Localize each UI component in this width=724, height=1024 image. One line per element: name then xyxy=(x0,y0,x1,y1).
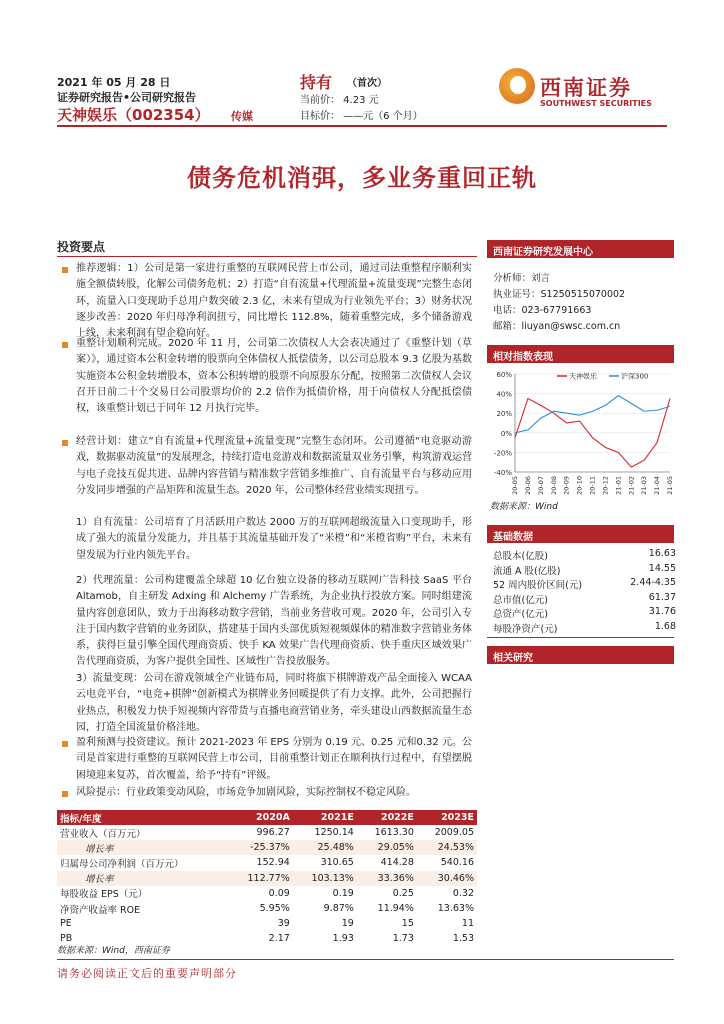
table-header-row xyxy=(57,810,477,825)
table-cell: 112.77% xyxy=(229,871,293,886)
header-divider xyxy=(57,125,667,127)
table-cell: 11 xyxy=(461,918,474,930)
table-cell: 5.95% xyxy=(259,903,290,915)
x-tick-label: 20-09 xyxy=(562,476,571,495)
report-title: 债务危机消弭，多业务重回正轨 xyxy=(187,164,537,192)
table-row xyxy=(57,886,477,901)
report-date: 2021 年 05 月 28 日 xyxy=(57,76,171,89)
financial-table xyxy=(57,810,477,947)
basic-data-label: 总资产(亿元) xyxy=(493,609,548,620)
basic-data-label: 总市值(亿元) xyxy=(493,594,548,606)
basic-data-value: 61.37 xyxy=(648,591,676,603)
relative-index-chart xyxy=(487,368,674,496)
basic-data-label: 52 周内股价区间(元) xyxy=(493,580,583,591)
paragraph-own-traffic: 1）自有流量：公司培育了月活跃用户数达 2000 万的互联网超级流量入口变现助手，形成了强大的流量分发能力，并且基于其流量基础开发了“米橙”和“米橙省购”平台，未来有望发展为行业内领先平台。 xyxy=(76,517,472,561)
table-cell: 19 xyxy=(341,918,354,930)
phone-number: 电话：023-67791663 xyxy=(493,305,592,316)
table-header: 指标/年度 xyxy=(57,810,229,825)
x-tick-label: 20-10 xyxy=(575,476,584,495)
section-title: 投资要点 xyxy=(57,240,106,254)
table-cell: 0.19 xyxy=(332,887,354,899)
table-cell: 414.28 xyxy=(380,857,414,869)
table-header: 2022E xyxy=(357,810,417,825)
table-cell: 30.46% xyxy=(417,871,477,886)
y-tick-label: 0% xyxy=(500,429,512,438)
row-label: PE xyxy=(60,918,72,930)
basic-data-value: 2.44-4.35 xyxy=(630,577,676,588)
table-cell: 1.53 xyxy=(452,933,474,945)
bullet-icon xyxy=(62,741,68,747)
table-cell: 1250.14 xyxy=(314,827,354,839)
table-cell: 15 xyxy=(401,918,414,930)
table-cell: 0.32 xyxy=(452,887,474,899)
legend-label: 天神娱乐 xyxy=(569,372,597,381)
paragraph-monetization: 3）流量变现：公司在游戏领域全产业链布局，同时将旗下棋牌游戏产品全面接入 WCAA 云电竞平台，“电竞+棋牌”创新模式为棋牌业务回暖提供了有力支撑。此外，公司把握行业热点，积极发力快手短视频内容带货与直播电商营销业务，牵头建设山西数据流量生态园，打造全国流量价格洼地。 xyxy=(76,673,472,733)
bullet-icon xyxy=(62,267,68,273)
table-cell: 39 xyxy=(277,918,290,930)
table-cell: 1.73 xyxy=(392,933,414,945)
basic-data-label: 每股净资产(元) xyxy=(493,623,558,635)
footer-disclaimer[interactable]: 请务必阅读正文后的重要声明部分 xyxy=(57,967,237,980)
x-tick-label: 20-08 xyxy=(549,476,558,495)
section-divider xyxy=(57,256,477,257)
table-header: 2020A xyxy=(229,810,293,825)
table-cell: 2009.05 xyxy=(434,827,474,839)
table-row xyxy=(57,825,477,840)
x-tick-label: 21-04 xyxy=(653,476,662,495)
related-research-title: 相关研究 xyxy=(487,646,674,664)
report-type: 证券研究报告•公司研究报告 xyxy=(57,91,197,104)
table-row xyxy=(57,840,477,855)
y-tick-label: -40% xyxy=(493,469,512,477)
table-cell: 0.09 xyxy=(268,887,290,899)
rating-note: （首次） xyxy=(347,78,387,89)
x-tick-label: 20-05 xyxy=(511,476,519,495)
rating: 持有 xyxy=(300,73,333,92)
basic-data-value: 1.68 xyxy=(654,620,676,632)
basic-data-label: 总股本(亿股) xyxy=(493,551,548,562)
logo-text-cn: 西南证券 xyxy=(540,76,632,100)
x-tick-label: 21-01 xyxy=(614,476,623,495)
table-cell: 103.13% xyxy=(293,871,357,886)
license-number: 执业证号：S1250515070002 xyxy=(493,289,626,300)
logo-inner-shape xyxy=(510,76,526,94)
row-label: 营业收入（百万元） xyxy=(60,828,146,840)
row-label: PB xyxy=(60,933,73,945)
table-row xyxy=(57,901,477,916)
table-cell: 24.53% xyxy=(417,840,477,855)
x-tick-label: 21-05 xyxy=(666,476,674,495)
basic-data-divider xyxy=(487,637,674,638)
row-label: 增长率 xyxy=(57,840,229,855)
table-row xyxy=(57,871,477,886)
series-line xyxy=(515,396,670,433)
row-label: 归属母公司净利润（百万元） xyxy=(60,858,184,870)
bullet-icon xyxy=(62,791,68,797)
table-cell: 1613.30 xyxy=(374,827,414,839)
paragraph-logic: 推荐逻辑：1）公司是第一家进行重整的互联网民营上市公司，通过司法重整程序顺利实施全额债转股，化解公司债务危机；2）打造“自有流量+代理流量+流量变现”完整生态闭环，流量入口变现助手总用户数突破 2.3 亿，未来有望成为行业领先平台；3）财务状况逐步改善：2020 年归母净利润扭亏，同比增长 112.8%，随着重整完成，多个储备游戏上线，未来利润有望企稳向好。 xyxy=(76,263,472,340)
chart-section-title: 相对指数表现 xyxy=(487,345,674,363)
y-tick-label: 40% xyxy=(496,390,512,399)
row-label: 增长率 xyxy=(57,871,229,886)
email-link[interactable]: 邮箱：liuyan@swsc.com.cn xyxy=(493,321,621,332)
paragraph-restructure: 重整计划顺利完成。2020 年 11 月，公司第二次债权人大会表决通过了《重整计划（草案）》，通过资本公积金转增的股票向全体债权人抵偿债务，以公司总股本 9.3 亿股为基数实施资本公积金转增股本，资本公积转增的股票不向原股东分配，按照第二次债权人会议召开日前二十个交易日公司股票均价的 2.2 倍作为抵债价格，用于向债权人分配抵偿债权，该重整计划已于同年 12 月执行完毕。 xyxy=(76,338,472,415)
table-cell: 9.87% xyxy=(323,903,354,915)
row-label: 净资产收益率 ROE xyxy=(60,904,141,916)
basic-data-title: 基础数据 xyxy=(487,525,674,543)
table-header: 2021E xyxy=(293,810,357,825)
sector-label: 传媒 xyxy=(231,110,253,123)
table-cell: 33.36% xyxy=(357,871,417,886)
table-cell: -25.37% xyxy=(229,840,293,855)
company-name: 天神娱乐（002354） xyxy=(57,106,210,124)
table-cell: 540.16 xyxy=(440,857,474,869)
footer-divider xyxy=(57,959,674,960)
table-cell: 13.63% xyxy=(437,903,474,915)
x-tick-label: 21-02 xyxy=(627,476,636,495)
paragraph-risk: 风险提示：行业政策变动风险，市场竞争加剧风险，实际控制权不稳定风险。 xyxy=(76,787,416,798)
basic-data-value: 16.63 xyxy=(648,548,676,559)
x-tick-label: 21-03 xyxy=(640,476,649,495)
bullet-icon xyxy=(62,440,68,446)
x-tick-label: 20-12 xyxy=(601,476,610,495)
table-cell: 29.05% xyxy=(357,840,417,855)
paragraph-plan: 经营计划：建立“自有流量+代理流量+流量变现”完整生态闭环。公司遵循“电竞驱动游戏，数据驱动流量”的发展理念，持续打造电竞游戏和数据流量双业务引擎，构筑游戏运营与电子竞技互促共进、品牌内容营销与精准数字营销多维推广、自有流量平台与移动应用分发同步增强的产品矩阵和流量生态。2020 年，公司整体经营业绩实现扭亏。 xyxy=(76,436,472,496)
table-cell: 0.25 xyxy=(392,887,414,899)
logo-text-en: SOUTHWEST SECURITIES xyxy=(540,99,652,108)
research-center-title: 西南证券研究发展中心 xyxy=(487,240,674,258)
table-header: 2023E xyxy=(417,810,477,825)
paragraph-forecast: 盈利预测与投资建议。预计 2021-2023 年 EPS 分别为 0.19 元、0.25 元和0.32 元。公司是首家进行重整的互联网民营上市公司，目前重整计划正在顺利执行过程中，有望摆脱困境迎来复苏，首次覆盖，给予“持有”评级。 xyxy=(76,737,472,781)
bullet-icon xyxy=(62,342,68,348)
table-source: 数据来源：Wind，西南证券 xyxy=(57,946,170,956)
analyst-name: 分析师：刘言 xyxy=(493,273,551,284)
table-cell: 152.94 xyxy=(256,857,290,869)
y-tick-label: 20% xyxy=(496,410,512,419)
x-tick-label: 20-07 xyxy=(536,476,545,495)
table-row xyxy=(57,855,477,870)
chart-source: 数据来源：Wind xyxy=(490,502,558,512)
row-label: 每股收益 EPS（元） xyxy=(60,889,148,901)
table-cell: 25.48% xyxy=(293,840,357,855)
y-tick-label: 60% xyxy=(496,371,512,379)
table-row xyxy=(57,916,477,931)
table-cell: 1.93 xyxy=(332,933,354,945)
x-tick-label: 20-06 xyxy=(523,476,532,495)
basic-data-value: 31.76 xyxy=(648,606,676,617)
current-price: 当前价： 4.23 元 xyxy=(300,95,379,106)
basic-data-value: 14.55 xyxy=(648,562,676,574)
legend-label: 沪深300 xyxy=(621,372,649,381)
y-tick-label: -20% xyxy=(493,449,512,458)
table-cell: 310.65 xyxy=(320,857,354,869)
table-cell: 11.94% xyxy=(377,903,414,915)
paragraph-agency-traffic: 2）代理流量：公司构建覆盖全球超 10 亿台独立设备的移动互联网广告科技 SaaS 平台 Altamob，自主研发 Adxing 和 Alchemy 广告系统，为企业执行投放方案。同时组建流量内容创意团队，致力于出海移动数字营销，当前业务营收可观。2020 年，公司引入专注于国内数字营销的业务团队，搭建基于国内头部优质短视频媒体的精准数字营销业务体系，获得巨量引擎全国代理商资质、快手 KA 效果广告代理商资质、快手重庆区域效果广告代理商资质，为客户提供全国性、区域性广告投放服务。 xyxy=(76,575,472,668)
x-tick-label: 20-11 xyxy=(588,476,597,495)
target-price: 目标价： ——元（6 个月） xyxy=(300,111,423,122)
table-cell: 2.17 xyxy=(268,933,290,945)
table-cell: 996.27 xyxy=(256,827,290,839)
basic-data-label: 流通 A 股(亿股) xyxy=(493,565,561,577)
